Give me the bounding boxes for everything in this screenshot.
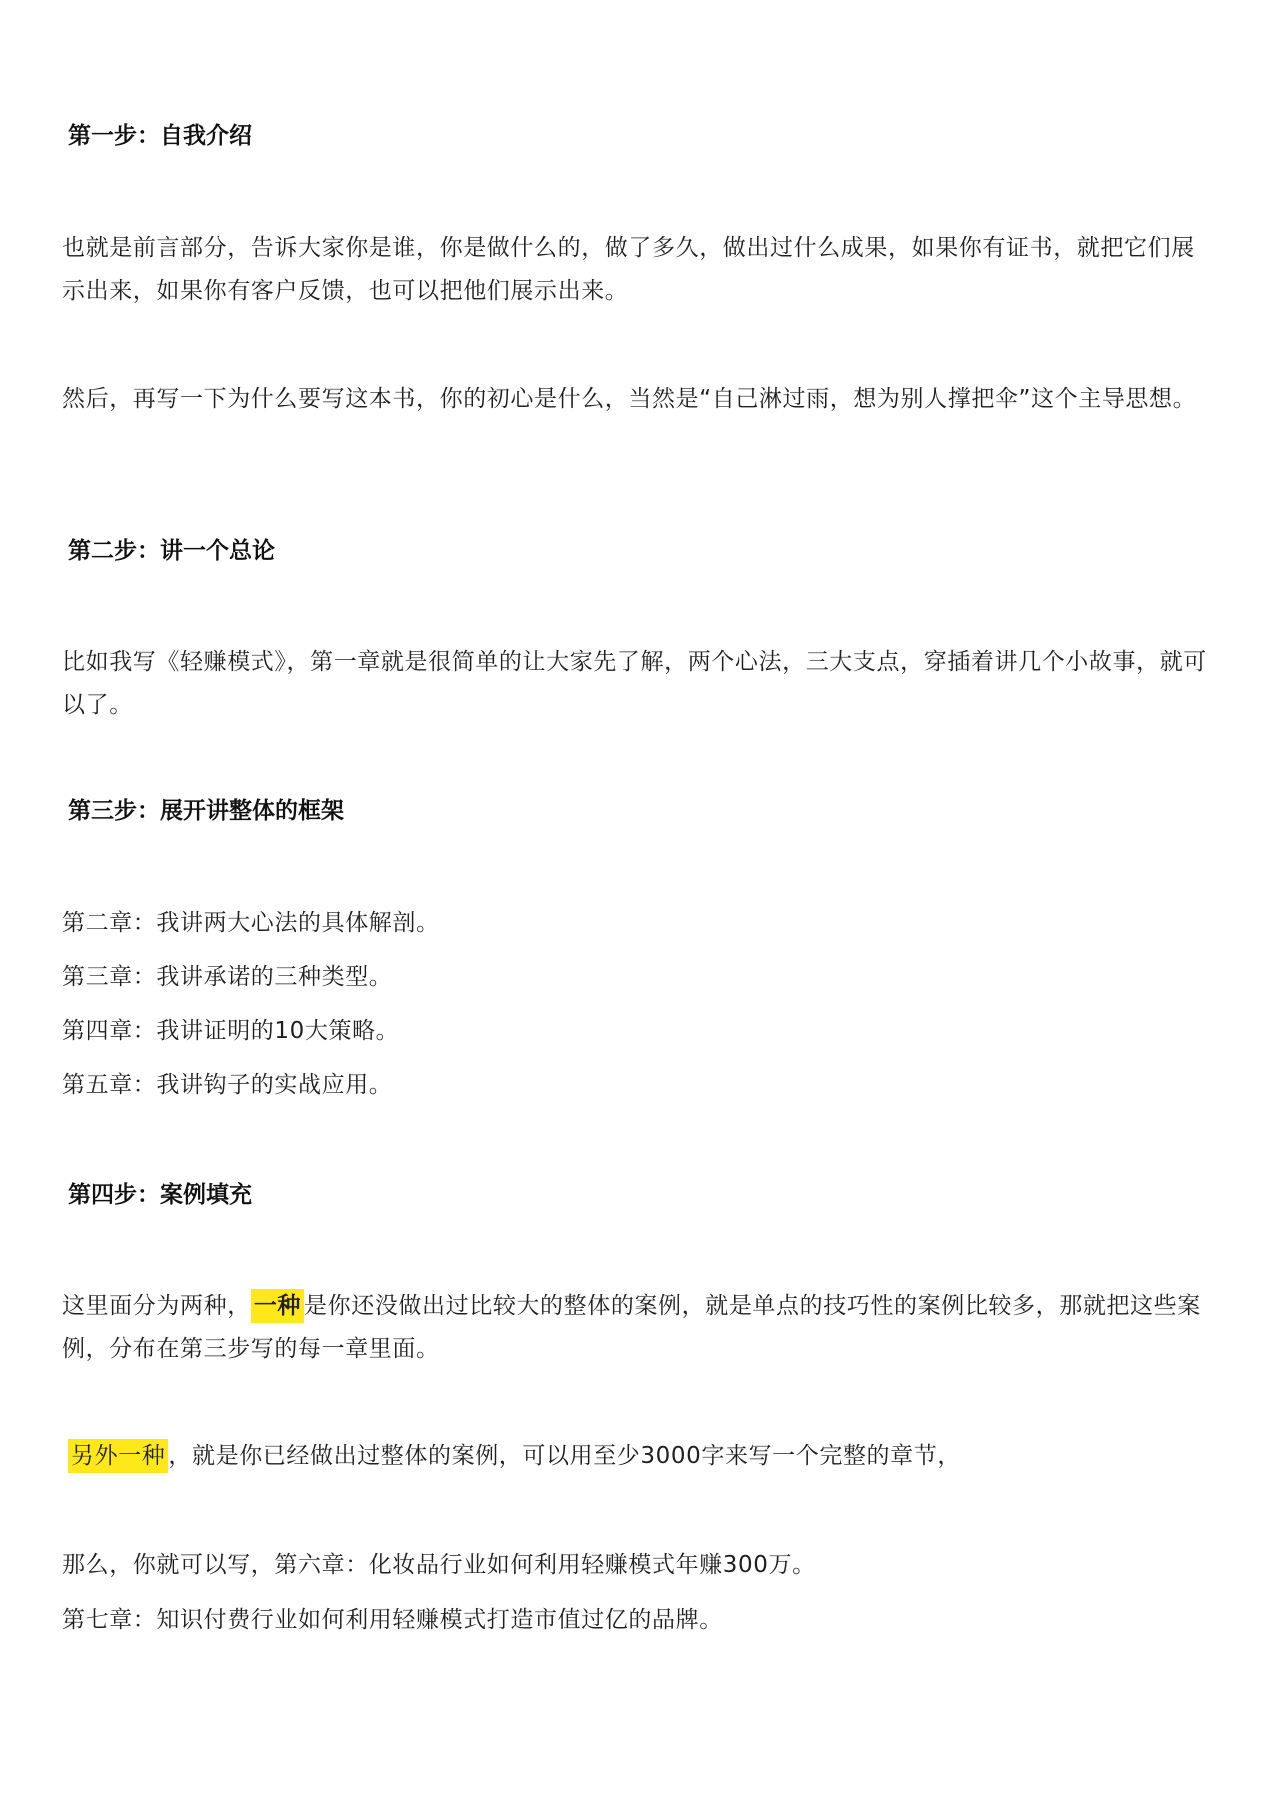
chapter-line-4: 第四章：我讲证明的10大策略。 — [62, 1018, 400, 1044]
step1-paragraph-purpose: 然后，再写一下为什么要写这本书，你的初心是什么，当然是“自己淋过雨，想为别人撑把伞”这个主导思想。 — [62, 386, 1197, 412]
chapter-line-6: 那么，你就可以写，第六章：化妆品行业如何利用轻赚模式年赚300万。 — [62, 1552, 816, 1578]
step4-paragraph-type-two — [68, 1435, 1218, 1478]
step2-heading: 第二步：讲一个总论 — [68, 538, 275, 564]
chapter-line-7: 第七章：知识付费行业如何利用轻赚模式打造市值过亿的品牌。 — [62, 1607, 723, 1633]
highlight-type-two: 另外一种 — [68, 1439, 168, 1473]
step1-heading: 第一步：自我介绍 — [68, 123, 252, 149]
chapter-line-3: 第三章：我讲承诺的三种类型。 — [62, 964, 393, 990]
highlight-type-one: 一种 — [251, 1289, 304, 1323]
step4-para1-prefix: 这里面分为两种， — [62, 1293, 251, 1319]
chapter-line-2: 第二章：我讲两大心法的具体解剖。 — [62, 910, 440, 936]
step2-paragraph: 比如我写《轻赚模式》，第一章就是很简单的让大家先了解，两个心法，三大支点，穿插着讲几个小故事，就可以了。 — [62, 649, 1207, 718]
step4-heading: 第四步：案例填充 — [68, 1182, 252, 1208]
step4-para2-suffix: ，就是你已经做出过整体的案例，可以用至少3000字来写一个完整的章节， — [168, 1443, 961, 1469]
step4-para1-suffix: 是你还没做出过比较大的整体的案例，就是单点的技巧性的案例比较多，那就把这些案例，分布在第三步写的每一章里面。 — [62, 1293, 1201, 1362]
step1-paragraph-intro: 也就是前言部分，告诉大家你是谁，你是做什么的，做了多久，做出过什么成果，如果你有证书，就把它们展示出来，如果你有客户反馈，也可以把他们展示出来。 — [62, 235, 1195, 304]
step4-paragraph-type-one — [62, 1285, 1212, 1371]
step3-heading: 第三步：展开讲整体的框架 — [68, 798, 344, 824]
chapter-line-5: 第五章：我讲钩子的实战应用。 — [62, 1072, 393, 1098]
